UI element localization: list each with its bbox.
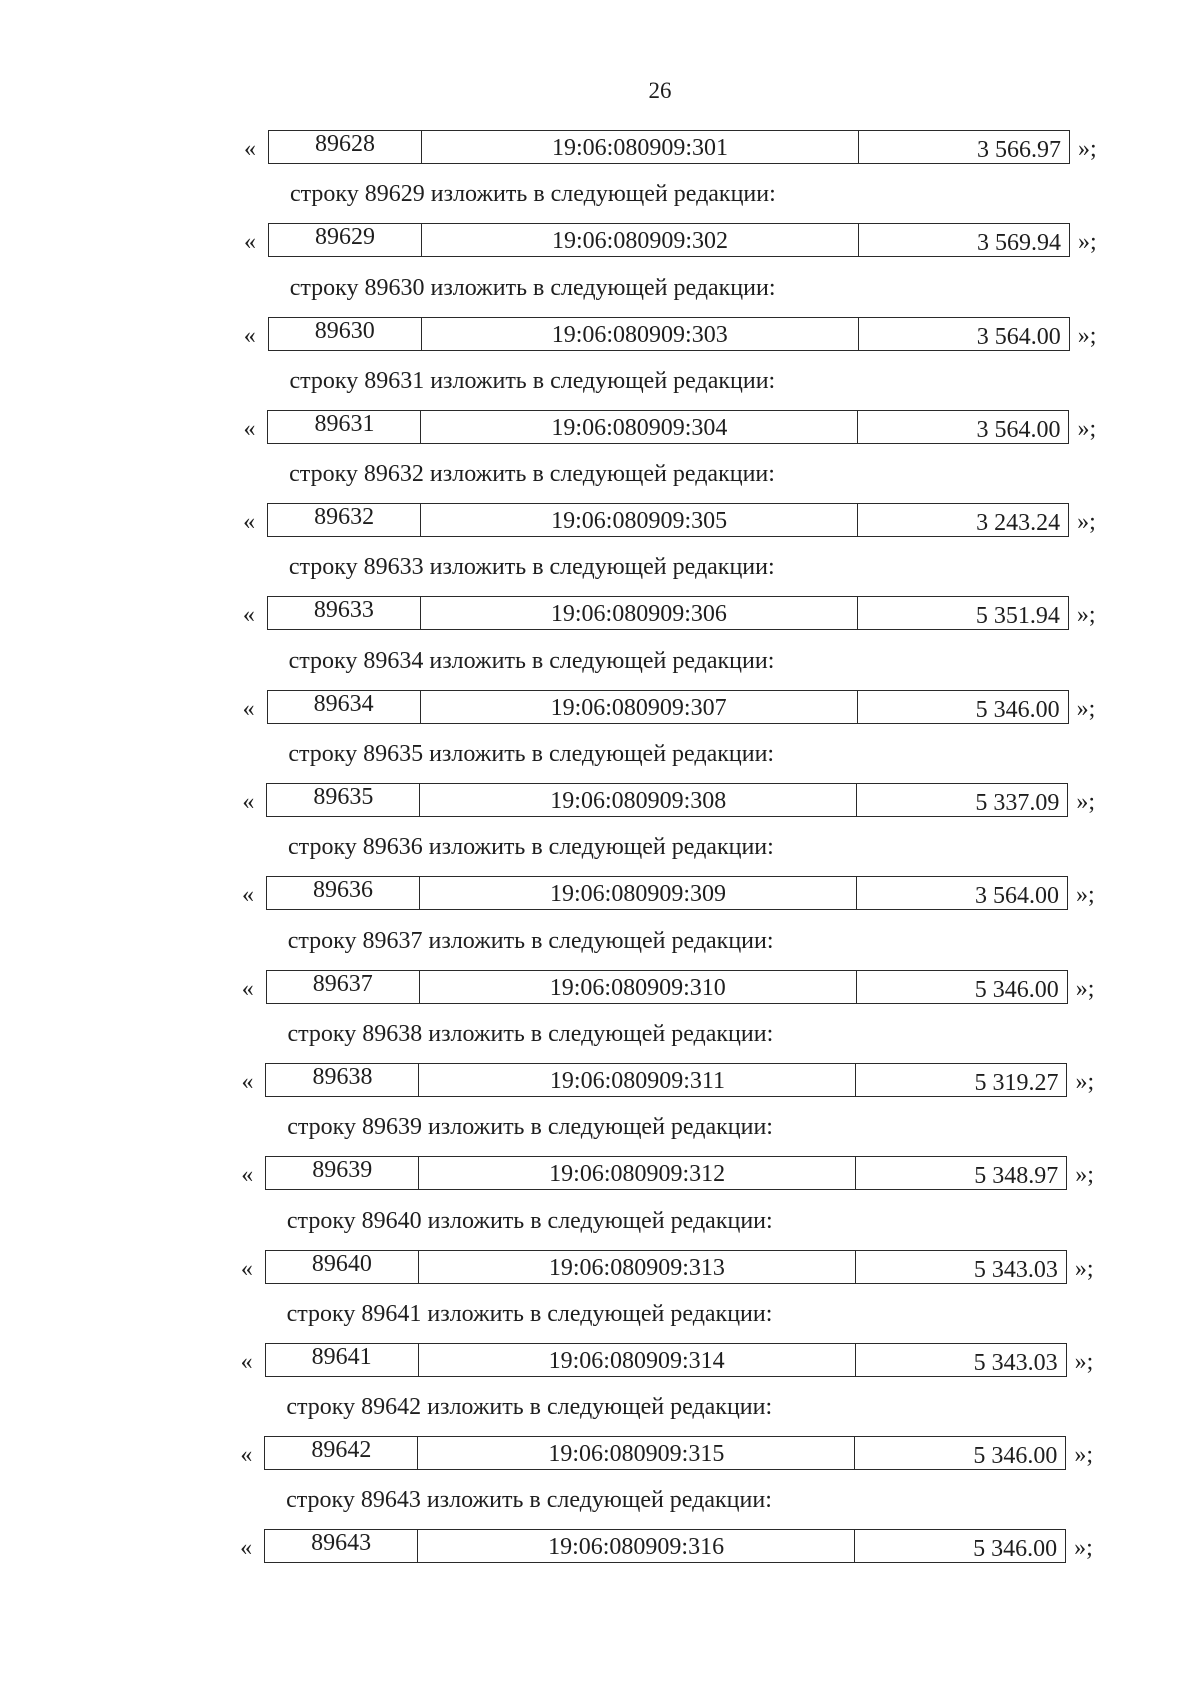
amendment-instruction: строку 89640 изложить в следующей редакции: <box>286 1207 773 1234</box>
cadastral-number-cell: 19:06:080909:311 <box>418 1063 855 1097</box>
opening-quote: « <box>240 1255 253 1282</box>
amendment-entry <box>0 181 1200 316</box>
value-cell: 3 564.00 <box>857 410 1069 444</box>
value-cell: 5 337.09 <box>856 783 1068 817</box>
opening-quote: « <box>243 415 256 442</box>
amendment-instruction: строку 89637 изложить в следующей редакции: <box>287 927 774 954</box>
cadastral-number-cell: 19:06:080909:310 <box>419 970 856 1004</box>
row-number-cell: 89642 <box>264 1436 417 1470</box>
row-number-cell: 89633 <box>267 596 420 630</box>
row-number-cell: 89636 <box>266 876 419 910</box>
amendment-instruction: строку 89639 изложить в следующей редакции: <box>287 1114 773 1141</box>
cadastral-number-cell: 19:06:080909:313 <box>418 1250 855 1284</box>
value-cell: 5 346.00 <box>857 690 1069 724</box>
opening-quote: « <box>241 1162 254 1189</box>
amendment-entry <box>0 1114 1200 1249</box>
amendment-entry <box>0 1300 1200 1436</box>
value-cell: 5 346.00 <box>856 970 1068 1004</box>
value-cell: 5 343.03 <box>855 1250 1067 1284</box>
opening-quote: « <box>241 975 254 1002</box>
amendment-entry <box>0 1020 1200 1156</box>
amendment-instruction: строку 89638 изложить в следующей редакции: <box>287 1020 774 1047</box>
closing-quote: »; <box>1074 1535 1093 1562</box>
table-row <box>265 1250 1067 1284</box>
document-body <box>0 130 1200 1623</box>
amendment-entry <box>0 647 1200 783</box>
amendment-instruction: строку 89631 изложить в следующей редакции: <box>289 367 776 394</box>
closing-quote: »; <box>1078 229 1097 256</box>
row-number-cell: 89632 <box>267 503 420 537</box>
value-cell: 5 343.03 <box>855 1343 1067 1377</box>
closing-quote: »; <box>1076 695 1096 722</box>
row-number-cell: 89631 <box>267 410 420 444</box>
opening-quote: « <box>243 509 256 536</box>
value-cell: 3 564.00 <box>858 317 1070 351</box>
opening-quote: « <box>241 1068 254 1095</box>
closing-quote: »; <box>1074 1255 1094 1282</box>
row-number-cell: 89630 <box>268 317 421 351</box>
cadastral-number-cell: 19:06:080909:302 <box>421 223 858 257</box>
row-number-cell: 89641 <box>265 1343 418 1377</box>
table-row <box>267 410 1069 444</box>
table-row <box>267 596 1069 630</box>
value-cell: 5 346.00 <box>854 1436 1066 1470</box>
first-entry <box>0 130 1200 223</box>
value-cell: 5 348.97 <box>855 1156 1067 1190</box>
amendment-instruction: строку 89642 изложить в следующей редакции: <box>286 1394 773 1421</box>
table-row <box>265 1156 1067 1190</box>
value-cell: 3 243.24 <box>857 503 1069 537</box>
table-row <box>264 1529 1066 1563</box>
table-row <box>266 876 1068 910</box>
value-cell: 3 564.00 <box>856 876 1068 910</box>
value-cell: 3 569.94 <box>858 223 1070 257</box>
closing-quote: »; <box>1076 602 1096 629</box>
opening-quote: « <box>242 789 255 816</box>
table-row <box>264 1436 1066 1470</box>
opening-quote: « <box>244 229 256 256</box>
amendment-instruction: строку 89636 изложить в следующей редакции: <box>288 834 774 861</box>
cadastral-number-cell: 19:06:080909:308 <box>419 783 856 817</box>
value-cell: 5 351.94 <box>857 596 1069 630</box>
table-row <box>266 783 1068 817</box>
opening-quote: « <box>244 136 256 162</box>
table-row <box>268 317 1070 351</box>
amendment-entry <box>0 741 1200 876</box>
amendment-instruction: строку 89641 изложить в следующей редакции: <box>286 1300 773 1327</box>
row-number-cell: 89629 <box>268 223 421 257</box>
opening-quote: « <box>243 322 256 349</box>
cadastral-number-cell: 19:06:080909:307 <box>420 690 857 724</box>
row-number-cell: 89628 <box>268 130 421 164</box>
cadastral-number-cell: 19:06:080909:301 <box>421 130 858 164</box>
amendment-entry <box>0 461 1200 596</box>
closing-quote: »; <box>1075 1162 1094 1189</box>
opening-quote: « <box>240 1442 253 1469</box>
amendment-instruction: строку 89632 изложить в следующей редакции: <box>289 461 775 488</box>
opening-quote: « <box>242 602 255 629</box>
table-row <box>265 1343 1067 1377</box>
table-row <box>267 503 1069 537</box>
row-number-cell: 89638 <box>265 1063 418 1097</box>
row-number-cell: 89639 <box>265 1156 418 1190</box>
amendment-entry <box>0 834 1200 969</box>
amendment-entry <box>0 1394 1200 1529</box>
amendment-instruction: строку 89643 изложить в следующей редакции: <box>286 1487 772 1514</box>
closing-quote: »; <box>1074 1348 1094 1375</box>
cadastral-number-cell: 19:06:080909:309 <box>419 876 856 910</box>
cadastral-number-cell: 19:06:080909:305 <box>420 503 857 537</box>
row-number-cell: 89635 <box>266 783 419 817</box>
cadastral-number-cell: 19:06:080909:312 <box>418 1156 855 1190</box>
amendment-instruction: строку 89634 изложить в следующей редакции: <box>288 647 775 674</box>
cadastral-number-cell: 19:06:080909:306 <box>420 596 857 630</box>
amendment-entry <box>0 1207 1200 1343</box>
cadastral-number-cell: 19:06:080909:316 <box>417 1529 854 1563</box>
amendment-entry <box>0 274 1200 410</box>
table-row <box>266 970 1068 1004</box>
closing-quote: »; <box>1077 415 1097 442</box>
closing-quote: »; <box>1078 136 1097 162</box>
table-row <box>267 690 1069 724</box>
amendment-instruction: строку 89633 изложить в следующей редакции: <box>288 554 775 581</box>
table-row <box>268 223 1070 257</box>
opening-quote: « <box>240 1535 253 1562</box>
closing-quote: »; <box>1075 1068 1095 1095</box>
amendment-instruction: строку 89630 изложить в следующей редакции: <box>289 274 776 301</box>
value-cell: 5 319.27 <box>855 1063 1067 1097</box>
amendment-instruction: строку 89635 изложить в следующей редакции: <box>288 741 775 768</box>
table-row <box>265 1063 1067 1097</box>
opening-quote: « <box>242 882 255 909</box>
amendment-entry <box>0 554 1200 689</box>
row-number-cell: 89637 <box>266 970 419 1004</box>
closing-quote: »; <box>1074 1442 1094 1469</box>
closing-quote: »; <box>1075 975 1095 1002</box>
value-cell: 5 346.00 <box>854 1529 1066 1563</box>
amendment-entry <box>0 927 1200 1063</box>
amendment-entry <box>0 1487 1200 1622</box>
opening-quote: « <box>240 1348 253 1375</box>
value-cell: 3 566.97 <box>858 130 1070 164</box>
row-number-cell: 89643 <box>264 1529 417 1563</box>
closing-quote: »; <box>1077 509 1096 536</box>
page-number: 26 <box>648 78 672 103</box>
cadastral-number-cell: 19:06:080909:304 <box>420 410 857 444</box>
entries-list <box>0 181 1200 1622</box>
closing-quote: »; <box>1077 322 1097 349</box>
amendment-instruction: строку 89629 изложить в следующей редакции: <box>290 181 776 208</box>
row-number-cell: 89640 <box>265 1250 418 1284</box>
closing-quote: »; <box>1076 882 1095 909</box>
closing-quote: »; <box>1076 789 1095 816</box>
cadastral-number-cell: 19:06:080909:315 <box>417 1436 854 1470</box>
cadastral-number-cell: 19:06:080909:314 <box>418 1343 855 1377</box>
opening-quote: « <box>242 695 255 722</box>
row-number-cell: 89634 <box>267 690 420 724</box>
cadastral-number-cell: 19:06:080909:303 <box>421 317 858 351</box>
table-row <box>268 130 1070 164</box>
amendment-entry <box>0 367 1200 503</box>
